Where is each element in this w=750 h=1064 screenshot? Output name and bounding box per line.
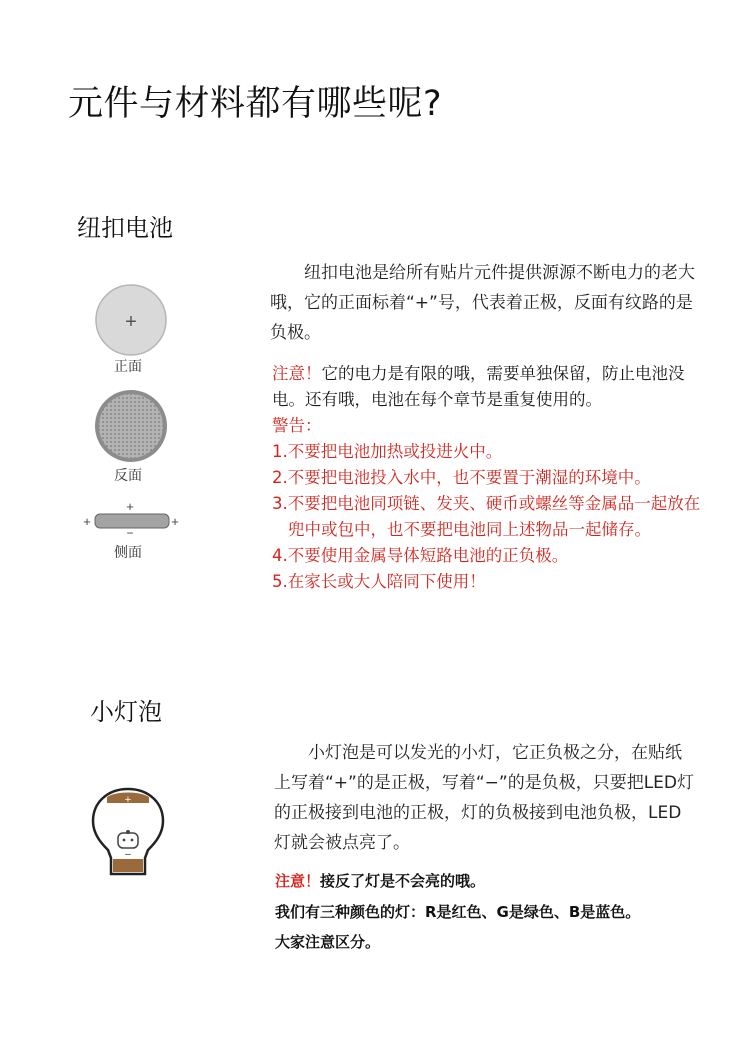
- page-title: 元件与材料都有哪些呢?: [68, 84, 443, 124]
- battery-front-label: 正面: [114, 359, 142, 375]
- battery-back-label: 反面: [114, 468, 142, 484]
- bulb-description: 小灯泡是可以发光的小灯，它正负极之分，在贴纸上写着“+”的是正极，写着“−”的是负极，只要把LED灯的正极接到电池的正极，灯的负极接到电池负极，LED灯就会被点亮了。: [274, 743, 695, 853]
- battery-back-illustration: [93, 388, 169, 464]
- warning-item: 3.不要把电池同项链、发夹、硬币或螺丝等金属品一起放在兜中或包中，也不要把电池同上述物品一起储存。: [272, 494, 701, 539]
- battery-side-plus-left: +: [83, 514, 91, 529]
- warning-item: 1.不要把电池加热或投进火中。: [272, 442, 503, 461]
- battery-front-illustration: [94, 283, 168, 357]
- battery-side-illustration: [80, 497, 182, 537]
- bulb-minus: −: [124, 849, 132, 861]
- bulb-section-title: 小灯泡: [90, 698, 162, 726]
- battery-side-plus-top: +: [126, 499, 134, 514]
- bulb-note-prefix: 注意！: [275, 872, 321, 890]
- battery-note: [272, 361, 697, 413]
- bulb-illustration: [89, 786, 167, 878]
- warning-item: 4.不要使用金属导体短路电池的正负极。: [272, 546, 569, 565]
- bulb-colors-line: 我们有三种颜色的灯：R是红色、G是绿色、B是蓝色。: [275, 903, 641, 921]
- battery-side-label: 侧面: [114, 545, 142, 561]
- battery-front-plus: +: [125, 311, 137, 333]
- warning-title: 警告：: [272, 416, 322, 435]
- warning-item: 2.不要把电池投入水中，也不要置于潮湿的环境中。: [272, 468, 651, 487]
- bulb-note-text: 接反了灯是不会亮的哦。: [320, 872, 486, 890]
- battery-note-text: 它的电力是有限的哦，需要单独保留，防止电池没电。还有哦，电池在每个章节是重复使用的。: [272, 364, 685, 409]
- bulb-remember-line: 大家注意区分。: [275, 933, 381, 951]
- battery-note-prefix: 注意！: [272, 364, 322, 383]
- battery-warnings: [272, 413, 702, 595]
- battery-section-title: 纽扣电池: [77, 214, 173, 242]
- battery-description: 纽扣电池是给所有贴片元件提供源源不断电力的老大哦，它的正面标着“+”号，代表着正极，反面有纹路的是负极。: [270, 263, 695, 343]
- bulb-plus: +: [124, 794, 132, 806]
- bulb-note: [275, 866, 715, 896]
- battery-side-plus-right: +: [171, 514, 179, 529]
- battery-side-minus: −: [126, 526, 134, 537]
- warning-item: 5.在家长或大人陪同下使用！: [272, 572, 486, 591]
